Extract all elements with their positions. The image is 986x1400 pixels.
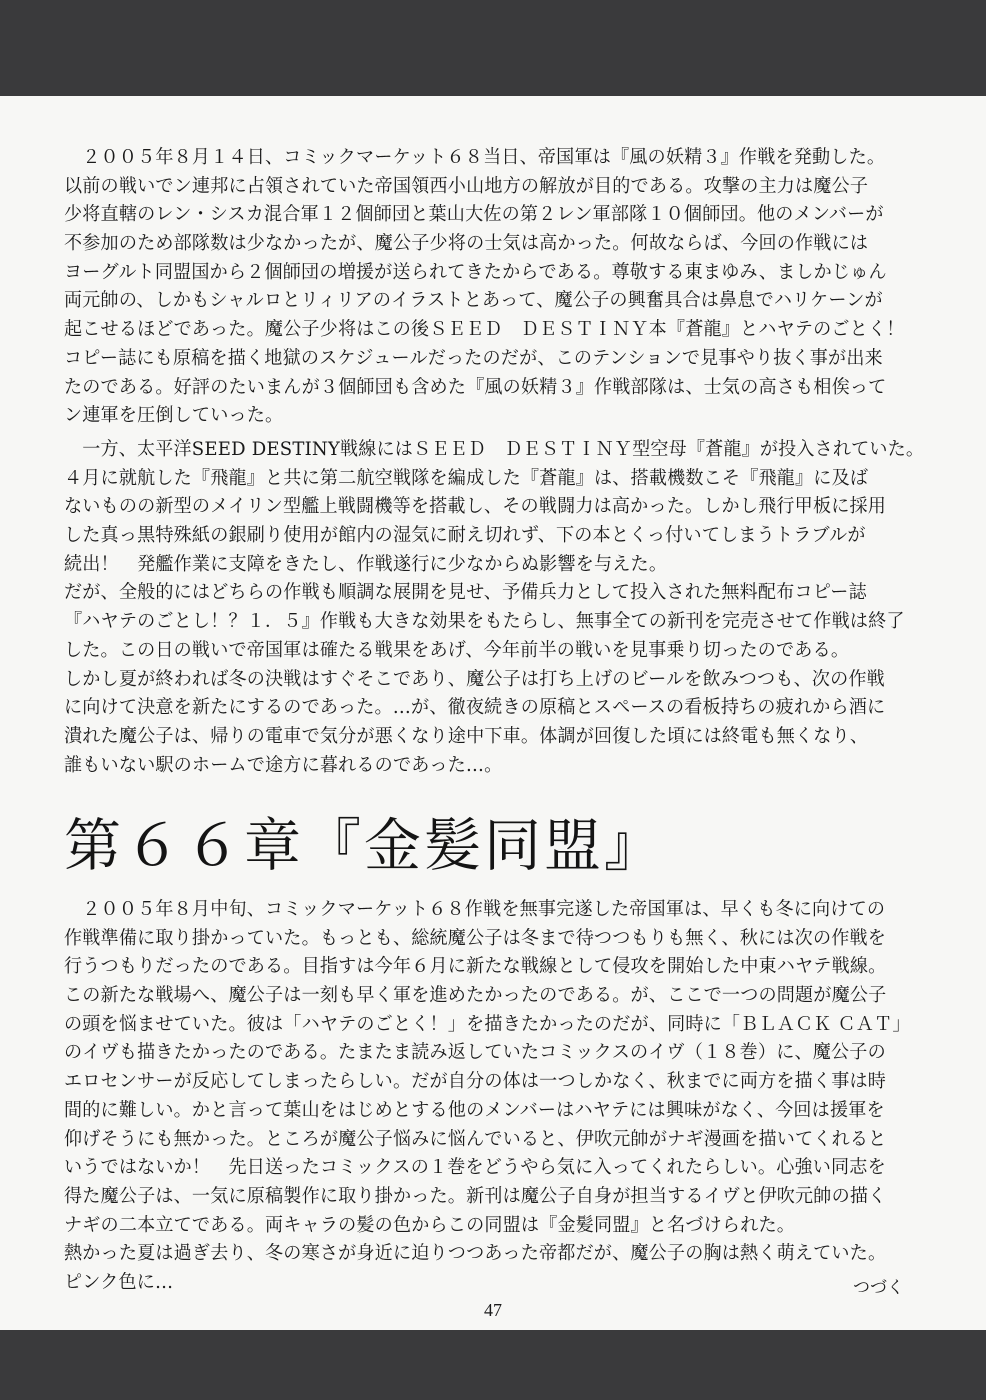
text-line: 仰げそうにも無かった。ところが魔公子悩みに悩んでいると、伊吹元帥がナギ漫画を描いてくれると [64,1128,887,1150]
text-line: 得た魔公子は、一気に原稿製作に取り掛かった。新刊は魔公子自身が担当するイヴと伊吹元帥の描く [64,1185,887,1207]
text-line: 作戦準備に取り掛かっていた。もっとも、総統魔公子は冬まで待つつもりも無く、秋には次の作戦を [64,927,887,949]
text-line: の頭を悩ませていた。彼は「ハヤテのごとく！」を描きたかったのだが、同時に「ＢＬＡＣＫ ＣＡＴ」 [64,1013,911,1035]
text-line: 両元帥の、しかもシャルロとリィリアのイラストとあって、魔公子の興奮具合は鼻息でハリケーンが [64,290,883,312]
text-line: 起こせるほどであった。魔公子少将はこの後ＳＥＥＤ ＤＥＳＴＩＮＹ本『蒼龍』とハヤテのごとく！ [64,319,905,341]
text-line: した。この日の戦いで帝国軍は確たる戦果をあげ、今年前半の戦いを見事乗り切ったのである。 [64,639,850,661]
text-line: 行うつもりだったのである。目指すは今年６月に新たな戦線として侵攻を開始した中東ハヤテ戦線。 [64,956,887,978]
to-be-continued: つづく [853,1278,904,1298]
text-line: だが、全般的にはどちらの作戦も順調な展開を見せ、予備兵力として投入された無料配布コピー誌 [64,582,867,604]
page-number: 47 [484,1300,502,1320]
text-line: 以前の戦いでン連邦に占領されていた帝国領西小山地方の解放が目的である。攻撃の主力は魔公子 [64,175,869,197]
text-line: 続出！ 発艦作業に支障をきたし、作戦遂行に少なからぬ影響を与えた。 [64,553,668,575]
text-line: 間的に難しい。かと言って葉山をはじめとする他のメンバーはハヤテには興味がなく、今回は援軍を [64,1099,885,1121]
text-line: コピー誌にも原稿を描く地獄のスケジュールだったのだが、このテンションで見事やり抜く事が出来 [64,347,883,369]
text-line: ２００５年８月１４日、コミックマーケット６８当日、帝国軍は『風の妖精３』作戦を発動した。 [64,147,886,168]
paragraph-pacific-front [64,436,944,780]
text-line: した真っ黒特殊紙の銀刷り使用が館内の湿気に耐え切れず、下の本とくっ付いてしまうトラブルが [64,525,866,547]
text-line: ピンク色に… [64,1271,174,1293]
text-line: この新たな戦場へ、魔公子は一刻も早く軍を進めたかったのである。が、ここで一つの問題が魔公子 [64,985,887,1007]
text-line: 誰もいない駅のホームで途方に暮れるのであった…。 [64,754,503,776]
text-line: ４月に就航した『飛龍』と共に第二航空戦隊を編成した『蒼龍』は、搭載機数こそ『飛龍』に及ば [64,467,869,489]
scan-border-bottom [0,1330,986,1400]
paragraph-blonde-alliance [64,896,944,1298]
chapter-heading: 第６６章『金髪同盟』 [64,813,664,879]
text-line: 不参加のため部隊数は少なかったが、魔公子少将の士気は高かった。何故ならば、今回の作戦には [64,233,869,255]
text-line: に向けて決意を新たにするのであった。…が、徹夜続きの原稿とスペースの看板持ちの疲れから酒に [64,697,886,719]
text-line: 少将直轄のレン・シスカ混合軍１２個師団と葉山大佐の第２レン軍部隊１０個師団。他のメンバーが [64,204,884,226]
text-line: 熱かった夏は過ぎ去り、冬の寒さが身近に迫りつつあった帝都だが、魔公子の胸は熱く萌えていた。 [64,1243,887,1265]
text-line: ナギの二本立てである。両キャラの髪の色からこの同盟は『金髪同盟』と名づけられた。 [64,1214,796,1236]
text-line: 『ハヤテのごとし！？１．５』作戦も大きな効果をもたらし、無事全ての新刊を完売させて作戦は終了 [64,611,905,633]
text-line: 潰れた魔公子は、帰りの電車で気分が悪くなり途中下車。体調が回復した頃には終電も無くなり、 [64,725,869,747]
text-line: ２００５年８月中旬、コミックマーケット６８作戦を無事完遂した帝国軍は、早くも冬に向けての [64,899,886,920]
text-line: エロセンサーが反応してしまったらしい。だが自分の体は一つしかなく、秋までに両方を描く事は時 [64,1071,887,1093]
text-line: いうではないか！ 先日送ったコミックスの１巻をどうやら気に入ってくれたらしい。心強い同志を [64,1157,886,1179]
text-line: のイヴも描きたかったのである。たまたま読み返していたコミックスのイヴ（１８巻）に、魔公子の [64,1042,886,1064]
paragraph-battle-report [64,144,944,431]
text-line: ン連軍を圧倒していった。 [64,405,284,427]
scan-border-top [0,0,986,96]
text-line: ヨーグルト同盟国から２個師団の増援が送られてきたからである。尊敬する東まゆみ、ましかじゅん [64,261,887,283]
text-line: しかし夏が終われば冬の決戦はすぐそこであり、魔公子は打ち上げのビールを飲みつつも、次の作戦 [64,668,885,690]
text-line: ないものの新型のメイリン型艦上戦闘機等を搭載し、その戦闘力は高かった。しかし飛行甲板に採用 [64,496,887,518]
text-line: 一方、太平洋SEED DESTINY戦線にはＳＥＥＤ ＤＥＳＴＩＮＹ型空母『蒼龍』が投入されていた。 [64,439,925,460]
text-line: たのである。好評のたいまんが３個師団も含めた『風の妖精３』作戦部隊は、士気の高さも相俟って [64,376,887,398]
